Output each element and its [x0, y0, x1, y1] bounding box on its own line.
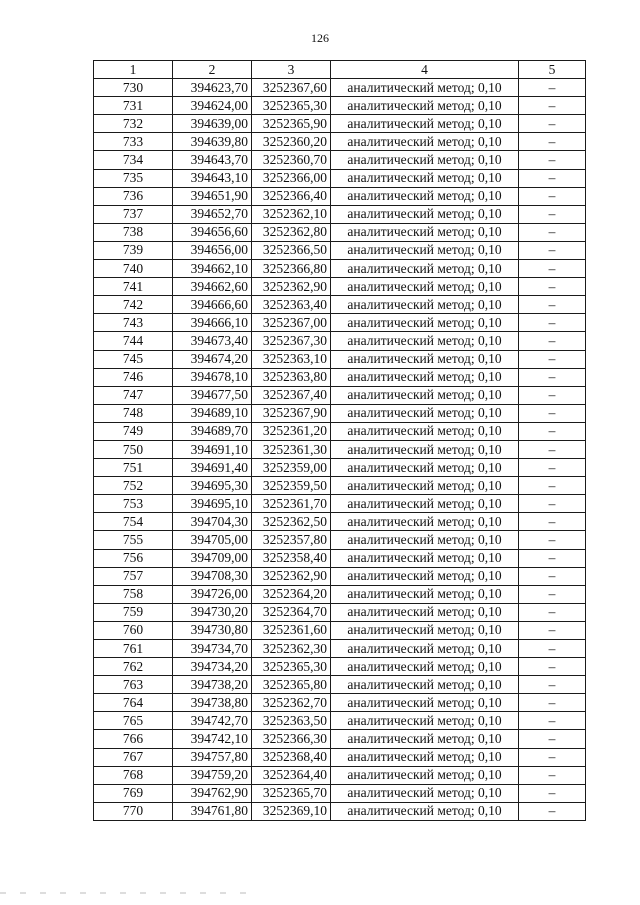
cell-point-number: 742	[94, 296, 173, 314]
cell-description: –	[519, 495, 586, 513]
cell-method-accuracy: аналитический метод; 0,10	[331, 350, 519, 368]
cell-description: –	[519, 513, 586, 531]
cell-point-number: 760	[94, 621, 173, 639]
cell-y-coordinate: 3252364,40	[252, 766, 331, 784]
table-row	[94, 585, 586, 603]
cell-point-number: 756	[94, 549, 173, 567]
table-row	[94, 567, 586, 585]
cell-description: –	[519, 223, 586, 241]
cell-y-coordinate: 3252366,00	[252, 169, 331, 187]
cell-method-accuracy: аналитический метод; 0,10	[331, 440, 519, 458]
cell-point-number: 757	[94, 567, 173, 585]
cell-point-number: 755	[94, 531, 173, 549]
cell-y-coordinate: 3252364,70	[252, 603, 331, 621]
cell-description: –	[519, 187, 586, 205]
cell-y-coordinate: 3252359,00	[252, 459, 331, 477]
cell-point-number: 752	[94, 477, 173, 495]
cell-x-coordinate: 394708,30	[173, 567, 252, 585]
cell-description: –	[519, 79, 586, 97]
cell-method-accuracy: аналитический метод; 0,10	[331, 404, 519, 422]
cell-description: –	[519, 459, 586, 477]
cell-y-coordinate: 3252360,20	[252, 133, 331, 151]
cell-point-number: 767	[94, 748, 173, 766]
cell-method-accuracy: аналитический метод; 0,10	[331, 513, 519, 531]
cell-x-coordinate: 394689,70	[173, 422, 252, 440]
cell-point-number: 732	[94, 115, 173, 133]
table-body	[94, 79, 586, 821]
cell-method-accuracy: аналитический метод; 0,10	[331, 151, 519, 169]
table-row	[94, 187, 586, 205]
table-row	[94, 730, 586, 748]
cell-x-coordinate: 394666,60	[173, 296, 252, 314]
cell-x-coordinate: 394759,20	[173, 766, 252, 784]
cell-method-accuracy: аналитический метод; 0,10	[331, 79, 519, 97]
cell-method-accuracy: аналитический метод; 0,10	[331, 296, 519, 314]
table-row	[94, 404, 586, 422]
cell-x-coordinate: 394704,30	[173, 513, 252, 531]
table-row	[94, 223, 586, 241]
cell-method-accuracy: аналитический метод; 0,10	[331, 422, 519, 440]
table-row	[94, 332, 586, 350]
cell-point-number: 737	[94, 205, 173, 223]
cell-x-coordinate: 394762,90	[173, 784, 252, 802]
cell-x-coordinate: 394666,10	[173, 314, 252, 332]
cell-x-coordinate: 394623,70	[173, 79, 252, 97]
table-row	[94, 296, 586, 314]
cell-y-coordinate: 3252361,20	[252, 422, 331, 440]
cell-method-accuracy: аналитический метод; 0,10	[331, 712, 519, 730]
cell-point-number: 741	[94, 278, 173, 296]
cell-description: –	[519, 676, 586, 694]
cell-x-coordinate: 394695,30	[173, 477, 252, 495]
cell-y-coordinate: 3252362,70	[252, 694, 331, 712]
table-row	[94, 784, 586, 802]
cell-description: –	[519, 278, 586, 296]
table-row	[94, 640, 586, 658]
cell-y-coordinate: 3252363,50	[252, 712, 331, 730]
cell-point-number: 759	[94, 603, 173, 621]
cell-point-number: 753	[94, 495, 173, 513]
cell-y-coordinate: 3252362,10	[252, 205, 331, 223]
cell-point-number: 740	[94, 260, 173, 278]
page-number: 126	[311, 31, 329, 45]
cell-method-accuracy: аналитический метод; 0,10	[331, 314, 519, 332]
cell-point-number: 735	[94, 169, 173, 187]
cell-y-coordinate: 3252360,70	[252, 151, 331, 169]
cell-x-coordinate: 394678,10	[173, 368, 252, 386]
cell-method-accuracy: аналитический метод; 0,10	[331, 169, 519, 187]
cell-y-coordinate: 3252365,30	[252, 97, 331, 115]
cell-x-coordinate: 394709,00	[173, 549, 252, 567]
cell-y-coordinate: 3252364,20	[252, 585, 331, 603]
cell-x-coordinate: 394730,80	[173, 621, 252, 639]
cell-method-accuracy: аналитический метод; 0,10	[331, 748, 519, 766]
cell-method-accuracy: аналитический метод; 0,10	[331, 658, 519, 676]
cell-description: –	[519, 531, 586, 549]
cell-y-coordinate: 3252366,50	[252, 241, 331, 259]
cell-x-coordinate: 394734,20	[173, 658, 252, 676]
cell-method-accuracy: аналитический метод; 0,10	[331, 477, 519, 495]
cell-method-accuracy: аналитический метод; 0,10	[331, 640, 519, 658]
cell-method-accuracy: аналитический метод; 0,10	[331, 223, 519, 241]
table-row	[94, 621, 586, 639]
table-row	[94, 422, 586, 440]
cell-y-coordinate: 3252361,60	[252, 621, 331, 639]
cell-description: –	[519, 784, 586, 802]
cell-method-accuracy: аналитический метод; 0,10	[331, 241, 519, 259]
cell-x-coordinate: 394639,00	[173, 115, 252, 133]
cell-description: –	[519, 133, 586, 151]
cell-x-coordinate: 394662,60	[173, 278, 252, 296]
cell-method-accuracy: аналитический метод; 0,10	[331, 260, 519, 278]
scan-artifact	[0, 892, 260, 894]
table-row	[94, 314, 586, 332]
cell-point-number: 765	[94, 712, 173, 730]
cell-y-coordinate: 3252365,80	[252, 676, 331, 694]
cell-description: –	[519, 296, 586, 314]
cell-y-coordinate: 3252357,80	[252, 531, 331, 549]
cell-x-coordinate: 394673,40	[173, 332, 252, 350]
cell-point-number: 734	[94, 151, 173, 169]
cell-description: –	[519, 241, 586, 259]
table-row	[94, 151, 586, 169]
table-row	[94, 97, 586, 115]
cell-y-coordinate: 3252366,80	[252, 260, 331, 278]
cell-method-accuracy: аналитический метод; 0,10	[331, 549, 519, 567]
cell-method-accuracy: аналитический метод; 0,10	[331, 97, 519, 115]
cell-y-coordinate: 3252365,30	[252, 658, 331, 676]
cell-description: –	[519, 404, 586, 422]
cell-x-coordinate: 394738,80	[173, 694, 252, 712]
cell-x-coordinate: 394656,00	[173, 241, 252, 259]
cell-method-accuracy: аналитический метод; 0,10	[331, 386, 519, 404]
cell-method-accuracy: аналитический метод; 0,10	[331, 676, 519, 694]
table-row	[94, 386, 586, 404]
cell-method-accuracy: аналитический метод; 0,10	[331, 368, 519, 386]
table-row	[94, 260, 586, 278]
cell-x-coordinate: 394734,70	[173, 640, 252, 658]
cell-method-accuracy: аналитический метод; 0,10	[331, 115, 519, 133]
cell-y-coordinate: 3252362,90	[252, 567, 331, 585]
cell-point-number: 766	[94, 730, 173, 748]
cell-description: –	[519, 422, 586, 440]
table-header	[94, 61, 586, 79]
cell-y-coordinate: 3252363,80	[252, 368, 331, 386]
cell-description: –	[519, 368, 586, 386]
cell-x-coordinate: 394689,10	[173, 404, 252, 422]
table-row	[94, 350, 586, 368]
cell-description: –	[519, 802, 586, 820]
cell-description: –	[519, 694, 586, 712]
cell-x-coordinate: 394742,70	[173, 712, 252, 730]
cell-y-coordinate: 3252366,40	[252, 187, 331, 205]
cell-x-coordinate: 394730,20	[173, 603, 252, 621]
cell-description: –	[519, 712, 586, 730]
cell-point-number: 738	[94, 223, 173, 241]
cell-x-coordinate: 394742,10	[173, 730, 252, 748]
cell-y-coordinate: 3252361,30	[252, 440, 331, 458]
table-row	[94, 459, 586, 477]
cell-x-coordinate: 394656,60	[173, 223, 252, 241]
cell-y-coordinate: 3252363,10	[252, 350, 331, 368]
cell-x-coordinate: 394662,10	[173, 260, 252, 278]
cell-method-accuracy: аналитический метод; 0,10	[331, 567, 519, 585]
table-row	[94, 79, 586, 97]
cell-method-accuracy: аналитический метод; 0,10	[331, 802, 519, 820]
cell-method-accuracy: аналитический метод; 0,10	[331, 459, 519, 477]
cell-description: –	[519, 730, 586, 748]
cell-point-number: 762	[94, 658, 173, 676]
cell-description: –	[519, 567, 586, 585]
cell-x-coordinate: 394691,40	[173, 459, 252, 477]
cell-description: –	[519, 621, 586, 639]
cell-description: –	[519, 97, 586, 115]
cell-y-coordinate: 3252367,90	[252, 404, 331, 422]
cell-point-number: 758	[94, 585, 173, 603]
cell-description: –	[519, 169, 586, 187]
cell-point-number: 749	[94, 422, 173, 440]
cell-point-number: 751	[94, 459, 173, 477]
cell-method-accuracy: аналитический метод; 0,10	[331, 531, 519, 549]
cell-x-coordinate: 394674,20	[173, 350, 252, 368]
cell-description: –	[519, 748, 586, 766]
cell-x-coordinate: 394757,80	[173, 748, 252, 766]
cell-x-coordinate: 394651,90	[173, 187, 252, 205]
table-row	[94, 658, 586, 676]
cell-description: –	[519, 658, 586, 676]
cell-description: –	[519, 440, 586, 458]
cell-method-accuracy: аналитический метод; 0,10	[331, 187, 519, 205]
table-row	[94, 802, 586, 820]
cell-y-coordinate: 3252367,30	[252, 332, 331, 350]
cell-point-number: 744	[94, 332, 173, 350]
cell-method-accuracy: аналитический метод; 0,10	[331, 332, 519, 350]
cell-method-accuracy: аналитический метод; 0,10	[331, 603, 519, 621]
cell-description: –	[519, 549, 586, 567]
cell-description: –	[519, 603, 586, 621]
cell-point-number: 747	[94, 386, 173, 404]
cell-y-coordinate: 3252367,00	[252, 314, 331, 332]
cell-method-accuracy: аналитический метод; 0,10	[331, 205, 519, 223]
cell-point-number: 731	[94, 97, 173, 115]
cell-method-accuracy: аналитический метод; 0,10	[331, 766, 519, 784]
cell-x-coordinate: 394652,70	[173, 205, 252, 223]
table-row	[94, 748, 586, 766]
cell-y-coordinate: 3252365,90	[252, 115, 331, 133]
cell-method-accuracy: аналитический метод; 0,10	[331, 278, 519, 296]
cell-x-coordinate: 394761,80	[173, 802, 252, 820]
cell-method-accuracy: аналитический метод; 0,10	[331, 585, 519, 603]
table-row	[94, 205, 586, 223]
cell-y-coordinate: 3252359,50	[252, 477, 331, 495]
cell-x-coordinate: 394691,10	[173, 440, 252, 458]
cell-method-accuracy: аналитический метод; 0,10	[331, 784, 519, 802]
header-col-point-number: 1	[94, 61, 173, 79]
cell-method-accuracy: аналитический метод; 0,10	[331, 694, 519, 712]
table-row	[94, 368, 586, 386]
cell-x-coordinate: 394677,50	[173, 386, 252, 404]
cell-x-coordinate: 394624,00	[173, 97, 252, 115]
cell-point-number: 770	[94, 802, 173, 820]
cell-method-accuracy: аналитический метод; 0,10	[331, 621, 519, 639]
cell-description: –	[519, 260, 586, 278]
cell-y-coordinate: 3252369,10	[252, 802, 331, 820]
header-col-method: 4	[331, 61, 519, 79]
cell-y-coordinate: 3252362,90	[252, 278, 331, 296]
cell-y-coordinate: 3252362,30	[252, 640, 331, 658]
table-row	[94, 477, 586, 495]
cell-description: –	[519, 115, 586, 133]
header-col-y: 3	[252, 61, 331, 79]
cell-description: –	[519, 477, 586, 495]
cell-x-coordinate: 394738,20	[173, 676, 252, 694]
table-row	[94, 278, 586, 296]
table-row	[94, 440, 586, 458]
cell-y-coordinate: 3252368,40	[252, 748, 331, 766]
table-row	[94, 712, 586, 730]
table-row	[94, 169, 586, 187]
cell-y-coordinate: 3252363,40	[252, 296, 331, 314]
cell-point-number: 761	[94, 640, 173, 658]
cell-y-coordinate: 3252367,40	[252, 386, 331, 404]
cell-y-coordinate: 3252362,80	[252, 223, 331, 241]
table-row	[94, 766, 586, 784]
header-col-x: 2	[173, 61, 252, 79]
table-row	[94, 603, 586, 621]
cell-point-number: 750	[94, 440, 173, 458]
cell-x-coordinate: 394705,00	[173, 531, 252, 549]
cell-description: –	[519, 386, 586, 404]
cell-point-number: 748	[94, 404, 173, 422]
cell-point-number: 764	[94, 694, 173, 712]
cell-y-coordinate: 3252358,40	[252, 549, 331, 567]
cell-point-number: 743	[94, 314, 173, 332]
cell-x-coordinate: 394695,10	[173, 495, 252, 513]
cell-y-coordinate: 3252362,50	[252, 513, 331, 531]
cell-point-number: 754	[94, 513, 173, 531]
cell-description: –	[519, 151, 586, 169]
table-row	[94, 133, 586, 151]
cell-point-number: 730	[94, 79, 173, 97]
table-row	[94, 115, 586, 133]
cell-point-number: 733	[94, 133, 173, 151]
cell-point-number: 768	[94, 766, 173, 784]
table-row	[94, 495, 586, 513]
table-row	[94, 513, 586, 531]
cell-x-coordinate: 394643,10	[173, 169, 252, 187]
cell-y-coordinate: 3252361,70	[252, 495, 331, 513]
table-row	[94, 676, 586, 694]
cell-y-coordinate: 3252365,70	[252, 784, 331, 802]
header-row	[94, 61, 586, 79]
cell-point-number: 739	[94, 241, 173, 259]
header-col-description: 5	[519, 61, 586, 79]
cell-y-coordinate: 3252366,30	[252, 730, 331, 748]
cell-x-coordinate: 394643,70	[173, 151, 252, 169]
cell-description: –	[519, 350, 586, 368]
coordinates-table	[93, 60, 586, 821]
cell-description: –	[519, 205, 586, 223]
cell-method-accuracy: аналитический метод; 0,10	[331, 133, 519, 151]
table-row	[94, 694, 586, 712]
cell-point-number: 763	[94, 676, 173, 694]
table-row	[94, 549, 586, 567]
cell-point-number: 769	[94, 784, 173, 802]
cell-method-accuracy: аналитический метод; 0,10	[331, 730, 519, 748]
cell-y-coordinate: 3252367,60	[252, 79, 331, 97]
cell-description: –	[519, 314, 586, 332]
cell-point-number: 746	[94, 368, 173, 386]
cell-method-accuracy: аналитический метод; 0,10	[331, 495, 519, 513]
cell-point-number: 736	[94, 187, 173, 205]
cell-description: –	[519, 640, 586, 658]
cell-description: –	[519, 766, 586, 784]
table-row	[94, 531, 586, 549]
cell-x-coordinate: 394639,80	[173, 133, 252, 151]
cell-description: –	[519, 332, 586, 350]
cell-x-coordinate: 394726,00	[173, 585, 252, 603]
table-row	[94, 241, 586, 259]
cell-point-number: 745	[94, 350, 173, 368]
cell-description: –	[519, 585, 586, 603]
